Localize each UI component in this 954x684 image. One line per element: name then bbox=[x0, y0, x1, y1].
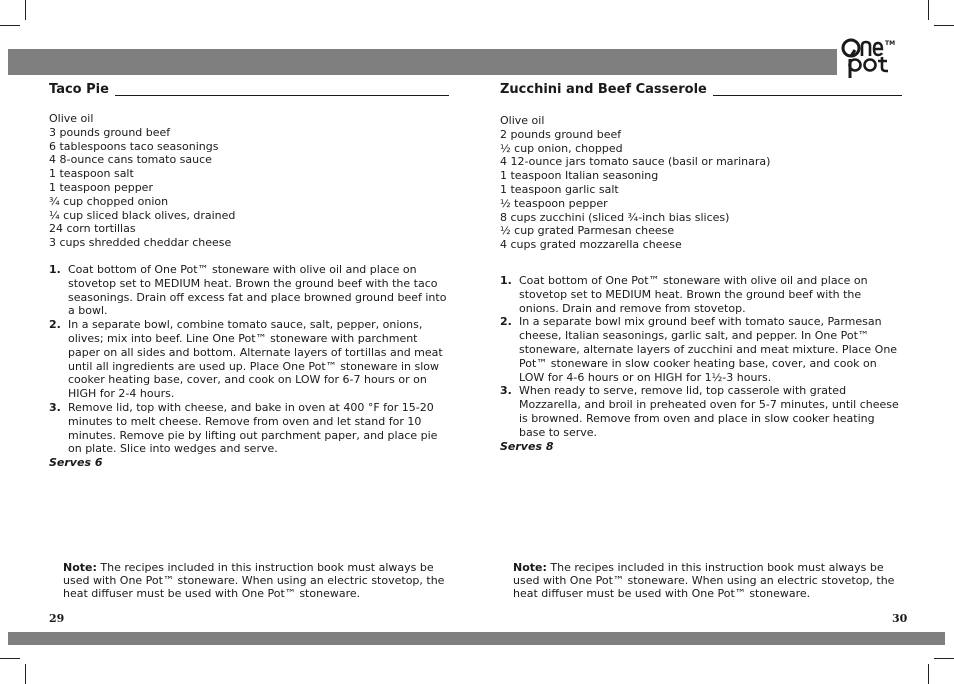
ingredient-item: 4 8-ounce cans tomato sauce bbox=[49, 153, 212, 167]
crop-mark bbox=[934, 658, 954, 659]
ingredient-item: 3 cups shredded cheddar cheese bbox=[49, 236, 232, 250]
footer-band bbox=[8, 632, 945, 645]
ingredient-item: 1 teaspoon salt bbox=[49, 167, 134, 181]
ingredient-item: ½ cup grated Parmesan cheese bbox=[500, 224, 675, 238]
step-item bbox=[49, 401, 449, 456]
crop-mark bbox=[25, 0, 26, 20]
ingredient-item: 4 12-ounce jars tomato sauce (basil or marinara) bbox=[500, 155, 771, 169]
step-number: 1. bbox=[49, 262, 61, 276]
step-text: Remove lid, top with cheese, and bake in oven at 400 °F for 15-20 minutes to melt cheese. Remove from oven and let stand for 10 minutes. Remove pie by lifting out parchment paper, and place pie on plate. Slice into wedges and serve. bbox=[68, 400, 438, 456]
crop-mark bbox=[934, 25, 954, 26]
note-text: The recipes included in this instruction book must always be used with One Pot™ stoneware. When using an electric stovetop, the heat diffuser must be used with One Pot™ stoneware. bbox=[63, 561, 445, 600]
ingredient-item: 1 teaspoon pepper bbox=[49, 180, 153, 194]
ingredient-item: 1 teaspoon Italian seasoning bbox=[500, 169, 659, 183]
recipe-title: Zucchini and Beef Casserole bbox=[500, 82, 707, 97]
note-label: Note: bbox=[513, 561, 547, 574]
step-item bbox=[500, 274, 902, 315]
step-number: 1. bbox=[500, 273, 512, 287]
step-number: 2. bbox=[49, 318, 61, 332]
step-item bbox=[49, 318, 449, 401]
header-band bbox=[8, 49, 837, 75]
crop-mark bbox=[928, 0, 929, 20]
ingredient-item: ½ teaspoon pepper bbox=[500, 196, 608, 210]
serves-label: Serves 6 bbox=[49, 456, 103, 470]
ingredient-item: 8 cups zucchini (sliced ¾-inch bias slices) bbox=[500, 210, 730, 224]
ingredient-item: Olive oil bbox=[49, 112, 94, 125]
crop-mark bbox=[0, 25, 20, 26]
ingredient-item: 24 corn tortillas bbox=[49, 222, 136, 236]
step-item bbox=[49, 263, 449, 318]
step-text: Coat bottom of One Pot™ stoneware with olive oil and place on stovetop set to MEDIUM heat. Brown the ground beef with the taco seasonings. Drain off excess fat and place browned ground beef into a bowl. bbox=[68, 262, 447, 318]
step-number: 3. bbox=[49, 400, 61, 414]
ingredient-item: 4 cups grated mozzarella cheese bbox=[500, 238, 682, 252]
recipe-zucchini-beef-casserole bbox=[500, 82, 902, 454]
title-rule bbox=[115, 95, 449, 96]
one-pot-logo bbox=[840, 34, 898, 80]
ingredient-item: ¾ cup chopped onion bbox=[49, 194, 169, 208]
recipe-title-row bbox=[500, 82, 902, 98]
note-text: The recipes included in this instruction book must always be used with One Pot™ stoneware. When using an electric stovetop, the heat diffuser must be used with One Pot™ stoneware. bbox=[513, 561, 895, 600]
ingredient-item: 2 pounds ground beef bbox=[500, 127, 622, 141]
crop-mark bbox=[0, 658, 20, 659]
step-list bbox=[500, 274, 902, 440]
ingredient-list bbox=[500, 114, 902, 252]
step-number: 3. bbox=[500, 384, 512, 398]
step-text: In a separate bowl mix ground beef with tomato sauce, Parmesan cheese, Italian seasonings, garlic salt, and pepper. In One Pot™ stoneware, alternate layers of zucchini and meat mixture. Place One Pot™ stoneware in slow cooker heating base, cover, and cook on LOW for 4-6 hours or on HIGH for 1½-3 hours. bbox=[519, 315, 898, 384]
ingredient-item: 3 pounds ground beef bbox=[49, 125, 171, 139]
step-text: Coat bottom of One Pot™ stoneware with olive oil and place on stovetop set to MEDIUM heat. Brown the ground beef with the onions. Drain and remove from stovetop. bbox=[519, 273, 868, 315]
title-rule bbox=[713, 95, 902, 96]
recipe-taco-pie bbox=[49, 82, 449, 470]
step-item bbox=[500, 315, 902, 384]
ingredient-item: ½ cup onion, chopped bbox=[500, 141, 623, 155]
step-item bbox=[500, 384, 902, 439]
step-text: In a separate bowl, combine tomato sauce, salt, pepper, onions, olives; mix into beef. Line One Pot™ stoneware with parchment paper on all sides and bottom. Alternate layers of tortillas and meat until all ingredients are used up. Place One Pot™ stoneware in slow cooker heating base, cover, and cook on LOW for 6-7 hours or on HIGH for 2-4 hours. bbox=[68, 318, 443, 401]
ingredient-item: ¼ cup sliced black olives, drained bbox=[49, 208, 236, 222]
page-number: 29 bbox=[49, 612, 65, 625]
crop-mark bbox=[25, 664, 26, 684]
recipe-title: Taco Pie bbox=[49, 82, 109, 97]
page-number: 30 bbox=[892, 612, 908, 625]
note-box bbox=[513, 561, 903, 600]
ingredient-list bbox=[49, 112, 449, 250]
ingredient-item: 6 tablespoons taco seasonings bbox=[49, 139, 219, 153]
step-text: When ready to serve, remove lid, top casserole with grated Mozzarella, and broil in preheated oven for 5-7 minutes, until cheese is browned. Remove from oven and place in slow cooker heating base to serve. bbox=[519, 384, 899, 439]
step-list bbox=[49, 263, 449, 456]
svg-text:TM: TM bbox=[885, 40, 896, 47]
ingredient-item: 1 teaspoon garlic salt bbox=[500, 182, 619, 196]
serves-label: Serves 8 bbox=[500, 439, 554, 453]
step-number: 2. bbox=[500, 315, 512, 329]
ingredient-item: Olive oil bbox=[500, 114, 545, 127]
recipe-title-row bbox=[49, 82, 449, 98]
note-box bbox=[63, 561, 453, 600]
crop-mark bbox=[928, 664, 929, 684]
note-label: Note: bbox=[63, 561, 97, 574]
